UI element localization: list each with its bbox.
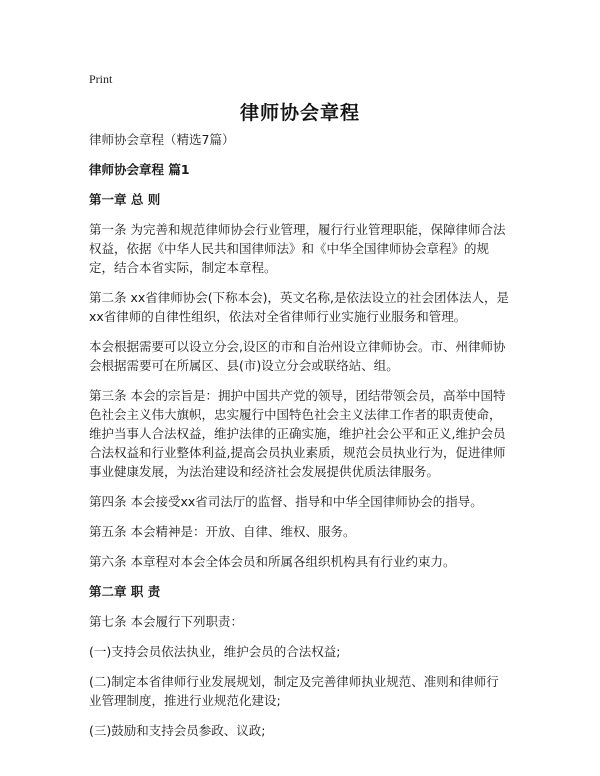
- paragraph: 第七条 本会履行下列职责：: [89, 614, 243, 629]
- section-heading: 律师协会章程 篇1: [89, 162, 190, 177]
- paragraph: 本会根据需要可以设立分会,设区的市和自治州设立律师协会。市、州律师协会根据需要可在所属区、县(市)设立分会或联络站、组。: [89, 339, 506, 373]
- paragraph: 第五条 本会精神是：开放、自律、维权、服务。: [89, 524, 356, 539]
- paragraph: 第四条 本会接受xx省司法厅的监督、指导和中华全国律师协会的指导。: [89, 494, 483, 509]
- paragraph: 第六条 本章程对本会全体会员和所属各组织机构具有行业约束力。: [89, 554, 456, 569]
- paragraph: 第一条 为完善和规范律师协会行业管理，履行行业管理职能，保障律师合法权益，依据《中华人民共和国律师法》和《中华全国律师协会章程》的规定，结合本省实际，制定本章程。: [89, 222, 506, 275]
- print-label[interactable]: Print: [89, 72, 113, 86]
- paragraph: (一)支持会员依法执业，维护会员的合法权益;: [89, 644, 341, 659]
- document-subtitle: 律师协会章程（精选7篇）: [89, 132, 235, 147]
- paragraph: (二)制定本省律师行业发展规划，制定及完善律师执业规范、准则和律师行业管理制度，推进行业规范化建设;: [89, 674, 499, 708]
- page-title: 律师协会章程: [239, 102, 360, 124]
- document-body: [89, 130, 509, 751]
- paragraph: 第二条 xx省律师协会(下称本会)，英文名称,是依法设立的社会团体法人，是xx省律师的自律性组织，依法对全省律师行业实施行业服务和管理。: [89, 290, 509, 324]
- paragraph: 第三条 本会的宗旨是：拥护中国共产党的领导，团结带领会员，高举中国特色社会主义伟大旗帜，忠实履行中国特色社会主义法律工作者的职责使命，维护当事人合法权益，维护法律的正确实施，维护社会公平和正义,维护会员合法权益和行业整体利益,提高会员执业素质，规范会员执业行为，促进律师事业健康发展，为法治建设和经济社会发展提供优质法律服务。: [89, 388, 506, 479]
- chapter-heading: 第二章 职 责: [89, 584, 161, 599]
- chapter-heading: 第一章 总 则: [89, 192, 161, 207]
- paragraph: (三)鼓励和支持会员参政、议政;: [89, 723, 266, 738]
